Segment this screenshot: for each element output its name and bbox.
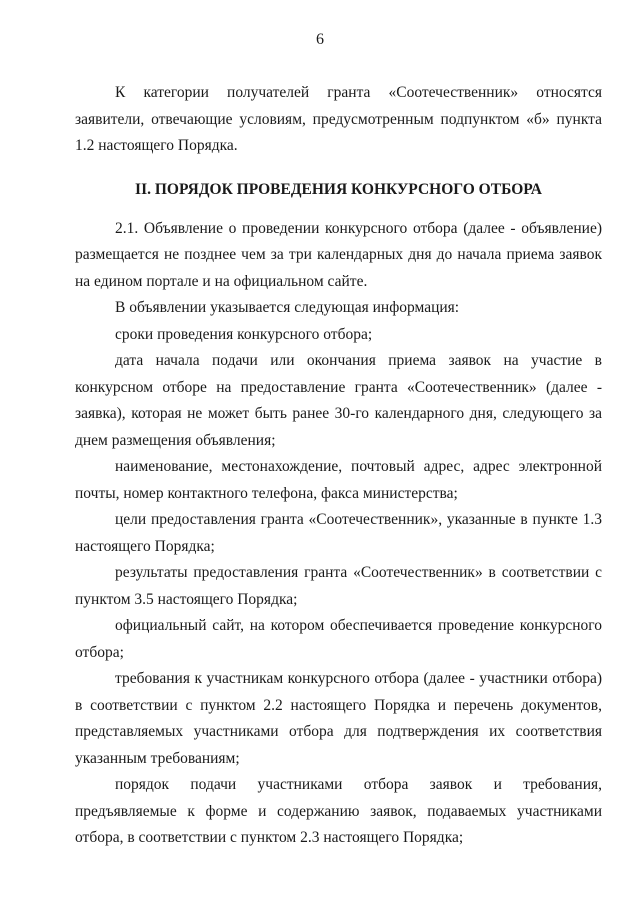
list-item-application-dates: дата начала подачи или окончания приема заявок на участие в конкурсном отборе на предоставление гранта «Соотечественник» (далее - заявка), которая не может быть ранее 30-го календарного дня, следующего за днем размещения объявления; <box>75 352 602 449</box>
document-body <box>75 80 602 852</box>
list-item-contacts: наименование, местонахождение, почтовый адрес, адрес электронной почты, номер контактного телефона, факса министерства; <box>75 458 602 502</box>
list-item-submission-procedure: порядок подачи участниками отбора заявок и требования, предъявляемые к форме и содержанию заявок, подаваемых участниками отбора, в соответствии с пунктом 2.3 настоящего Порядка; <box>75 776 602 846</box>
list-item-terms: сроки проведения конкурсного отбора; <box>115 325 373 343</box>
list-item-goals: цели предоставления гранта «Соотечественник», указанные в пункте 1.3 настоящего Порядка; <box>75 511 602 555</box>
list-item-results: результаты предоставления гранта «Соотечественник» в соответствии с пунктом 3.5 настоящего Порядка; <box>75 564 602 608</box>
section-heading: II. ПОРЯДОК ПРОВЕДЕНИЯ КОНКУРСНОГО ОТБОРА <box>135 180 542 198</box>
paragraph-2-1: 2.1. Объявление о проведении конкурсного отбора (далее - объявление) размещается не позднее чем за три календарных дня до начала приема заявок на едином портале и на официальном сайте. <box>75 219 602 290</box>
list-item-participant-requirements: требования к участникам конкурсного отбора (далее - участники отбора) в соответствии с пунктом 2.2 настоящего Порядка и перечень документов, представляемых участниками отбора для подтверждения их соответствия указанным требованиям; <box>75 670 602 767</box>
page-number: 6 <box>316 31 324 48</box>
list-item-official-site: официальный сайт, на котором обеспечивается проведение конкурсного отбора; <box>75 617 602 661</box>
paragraph-announcement-info: В объявлении указывается следующая информация: <box>115 299 460 316</box>
intro-paragraph: К категории получателей гранта «Соотечественник» относятся заявители, отвечающие условиям, предусмотренным подпунктом «б» пункта 1.2 настоящего Порядка. <box>75 84 602 154</box>
